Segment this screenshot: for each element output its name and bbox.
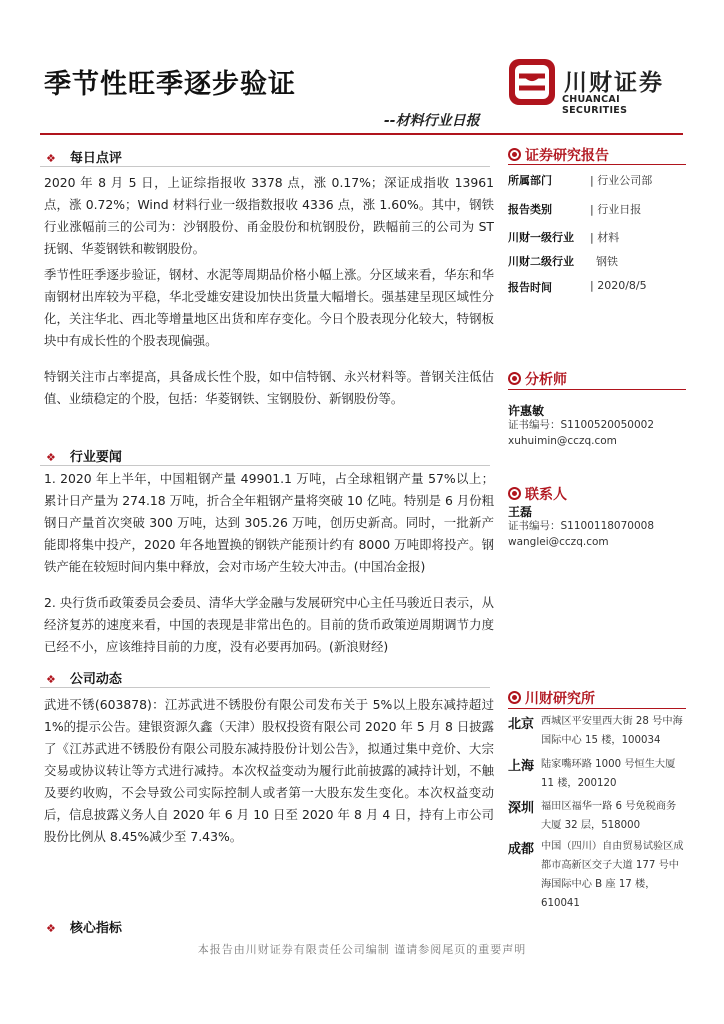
logo-text-cn: 川财证券 [564,70,664,96]
sidebar-heading-analyst: 分析师 [508,369,567,389]
sidebar-heading-report: 证券研究报告 [508,145,609,165]
daily-paragraph-3: 特钢关注市占率提高，具备成长性个股，如中信特钢、永兴材料等。普钢关注低估值、业绩稳定的个股，包括：华菱钢铁、宝钢股份、新钢股份等。 [44,369,494,406]
report-type-subtitle: --材料行业日报 [384,113,480,129]
analyst-cert: 证书编号：S1100520050002 [508,419,655,431]
sidebar-divider [508,164,686,165]
contact-email[interactable]: wanglei@cczq.com [508,536,609,548]
daily-paragraph-1: 2020 年 8 月 5 日，上证综指报收 3378 点，涨 0.17%；深证成指收 13961 点，涨 0.72%；Wind 材料行业一级指数报收 4336 点，涨 1.60%。其中，钢铁行业涨幅前三的公司为：沙钢股份、甬金股份和杭钢股份，跌幅前三的公司为 ST 抚钢、华菱钢铁和鞍钢股份。 [44,175,494,256]
section-divider [40,465,490,466]
page-title: 季节性旺季逐步验证 [44,69,296,100]
analyst-email[interactable]: xuhuimin@cczq.com [508,435,617,447]
diamond-bullet-icon: ❖ [46,922,56,935]
office-city-chengdu: 成都 [508,842,535,857]
footer-disclaimer: 本报告由川财证券有限责任公司编制 谨请参阅尾页的重要声明 [197,943,527,956]
logo-mark-icon [508,58,556,106]
diamond-bullet-icon: ❖ [46,152,56,165]
sidebar-divider [508,708,686,709]
institute-icon [508,691,521,704]
office-city-beijing: 北京 [508,717,535,732]
office-city-shenzhen: 深圳 [508,801,535,816]
office-city-shanghai: 上海 [508,759,535,774]
office-address-shanghai: 陆家嘴环路 1000 号恒生大厦 11 楼，200120 [541,759,676,789]
sidebar-heading-contact: 联系人 [508,484,567,504]
section-heading-news: ❖ 行业要闻 [46,450,122,465]
company-logo [508,58,688,116]
contact-name: 王磊 [508,505,533,519]
logo-text-en: CHUANCAI SECURITIES [562,94,628,116]
section-divider [40,687,490,688]
section-heading-company: ❖ 公司动态 [46,672,122,687]
diamond-bullet-icon: ❖ [46,451,56,464]
contact-icon [508,487,521,500]
sidebar-divider [508,389,686,390]
contact-cert: 证书编号：S1100118070008 [508,520,655,532]
section-divider [40,166,490,167]
company-paragraph-1: 武进不锈(603878)：江苏武进不锈股份有限公司发布关于 5%以上股东减持超过 1%的提示公告。建银资源久鑫（天津）股权投资有限公司 2020 年 5 月 8 日披露了《江苏武进不锈股份有限公司股东减持股份计划公告》，拟通过集中竞价、大宗交易或协议转让等方式进行减持。本次权益变动为履行此前披露的减持计划，不触及要约收购，不会导致公司实际控制人或者第一大股东发生变化。本次权益变动后，信息披露义务人自 2020 年 6 月 10 日至 2020 年 8 月 4 日，持有上市公司股份比例从 8.45%减少至 7.43%。 [44,697,494,844]
section-heading-daily: ❖ 每日点评 [46,151,122,166]
header-divider [40,133,683,135]
sidebar-heading-institute: 川财研究所 [508,688,595,708]
news-paragraph-2: 2. 央行货币政策委员会委员、清华大学金融与发展研究中心主任马骏近日表示，从经济复苏的速度来看，中国的表现是非常出色的。目前的货币政策逆周期调节力度已经不小，应该维持目前的力度，没有必要再加码。(新浪财经) [44,595,494,654]
diamond-bullet-icon: ❖ [46,673,56,686]
section-heading-core: ❖ 核心指标 [46,921,122,936]
daily-paragraph-2: 季节性旺季逐步验证，钢材、水泥等周期品价格小幅上涨。分区域来看，华东和华南钢材出库较为平稳，华北受雄安建设加快出货量大幅增长。强基建呈现区域性分化，关注华北、西北等增量地区出货和库存变化。今日个股表现分化较大，特钢板块中有成长性的个股表现偏强。 [44,267,494,348]
news-paragraph-1: 1. 2020 年上半年，中国粗钢产量 49901.1 万吨，占全球粗钢产量 57%以上；累计日产量为 274.18 万吨，折合全年粗钢产量将突破 10 亿吨。特别是 6 月份粗钢日产量首次突破 300 万吨，达到 305.26 万吨，创历史新高。同时，一批新产能即将集中投产，2020 年各地置换的钢铁产能预计约有 8000 万吨即将投产。钢铁产能在较短时间内集中释放，会对市场产生较大冲击。(中国冶金报) [44,471,494,574]
office-address-chengdu: 中国（四川）自由贸易试验区成都市高新区交子大道 177 号中海国际中心 B 座 17 楼，610041 [541,841,684,909]
analyst-name: 许惠敏 [508,404,545,418]
office-address-beijing: 西城区平安里西大街 28 号中海国际中心 15 楼，100034 [541,716,683,746]
analyst-icon [508,372,521,385]
office-address-shenzhen: 福田区福华一路 6 号免税商务大厦 32 层，518000 [541,801,677,831]
research-report-icon [508,148,521,161]
